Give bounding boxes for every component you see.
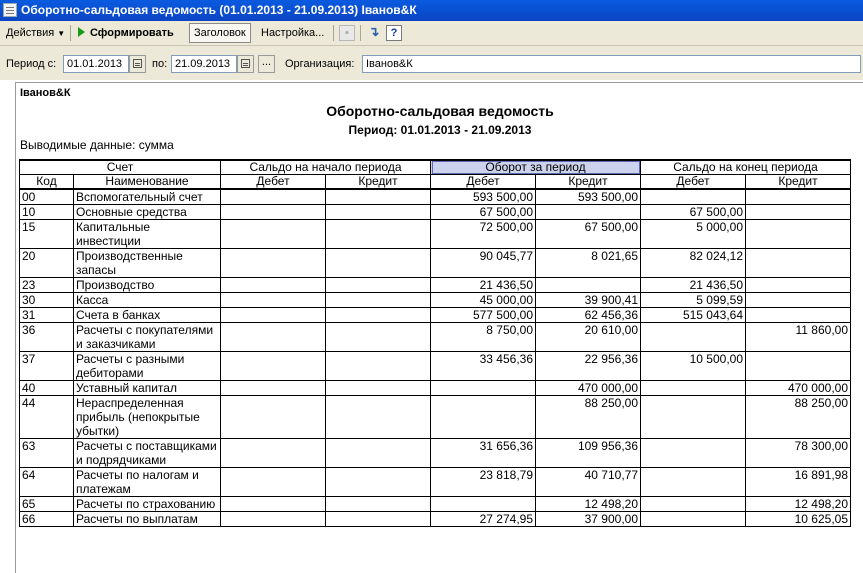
account-code-cell: 10 xyxy=(20,205,74,220)
period-from-input[interactable]: 01.01.2013 xyxy=(63,55,129,73)
closing-credit-cell: 11 860,00 xyxy=(746,323,851,352)
account-name-cell: Уставный капитал xyxy=(74,381,221,396)
account-code-cell: 31 xyxy=(20,308,74,323)
header-closing-debit: Дебет xyxy=(641,175,746,190)
closing-credit-cell xyxy=(746,220,851,249)
opening-debit-cell xyxy=(221,396,326,439)
turnover-debit-cell xyxy=(431,497,536,512)
opening-credit-cell xyxy=(326,278,431,293)
opening-credit-cell xyxy=(326,189,431,205)
table-row[interactable] xyxy=(20,352,851,381)
opening-credit-cell xyxy=(326,308,431,323)
turnover-credit-cell: 12 498,20 xyxy=(536,497,641,512)
account-code-cell: 65 xyxy=(20,497,74,512)
turnover-credit-cell: 40 710,77 xyxy=(536,468,641,497)
table-row[interactable] xyxy=(20,308,851,323)
turnover-credit-cell xyxy=(536,205,641,220)
account-code-cell: 15 xyxy=(20,220,74,249)
closing-credit-cell xyxy=(746,293,851,308)
header-turnover-debit: Дебет xyxy=(431,175,536,190)
closing-debit-cell: 10 500,00 xyxy=(641,352,746,381)
window-title: Оборотно-сальдовая ведомость (01.01.2013 - 21.09.2013) Іванов&К xyxy=(21,3,417,17)
turnover-debit-cell: 21 436,50 xyxy=(431,278,536,293)
help-label: ? xyxy=(390,27,398,39)
calendar-to-icon[interactable] xyxy=(237,55,254,73)
opening-credit-cell xyxy=(326,352,431,381)
header-turnover-credit: Кредит xyxy=(536,175,641,190)
generate-label: Сформировать xyxy=(90,27,174,39)
opening-debit-cell xyxy=(221,497,326,512)
header-closing-balance: Сальдо на конец периода xyxy=(641,160,851,175)
opening-debit-cell xyxy=(221,205,326,220)
turnover-debit-cell xyxy=(431,381,536,396)
opening-credit-cell xyxy=(326,381,431,396)
header-opening-balance: Сальдо на начало периода xyxy=(221,160,431,175)
opening-debit-cell xyxy=(221,512,326,527)
closing-debit-cell xyxy=(641,189,746,205)
account-name-cell: Производство xyxy=(74,278,221,293)
turnover-debit-cell: 33 456,36 xyxy=(431,352,536,381)
title-bar xyxy=(0,0,863,21)
turnover-credit-cell: 62 456,36 xyxy=(536,308,641,323)
table-row[interactable] xyxy=(20,278,851,293)
closing-debit-cell xyxy=(641,381,746,396)
turnover-debit-cell: 72 500,00 xyxy=(431,220,536,249)
table-row[interactable] xyxy=(20,497,851,512)
report-organization: Іванов&К xyxy=(20,87,71,99)
account-code-cell: 36 xyxy=(20,323,74,352)
turnover-credit-cell: 109 956,36 xyxy=(536,439,641,468)
table-row[interactable] xyxy=(20,249,851,278)
table-row[interactable] xyxy=(20,512,851,527)
account-name-cell: Касса xyxy=(74,293,221,308)
turnover-debit-cell: 67 500,00 xyxy=(431,205,536,220)
parameters-panel xyxy=(0,46,863,80)
header-toggle-button[interactable] xyxy=(189,23,251,43)
report-document xyxy=(15,82,863,573)
calendar-from-icon[interactable] xyxy=(129,55,146,73)
dropdown-arrow-icon: ▼ xyxy=(57,29,66,38)
opening-debit-cell xyxy=(221,468,326,497)
account-name-cell: Расчеты с покупателями и заказчиками xyxy=(74,323,221,352)
report-output-info: Выводимые данные: сумма xyxy=(20,138,174,152)
closing-credit-cell: 470 000,00 xyxy=(746,381,851,396)
opening-debit-cell xyxy=(221,381,326,396)
opening-debit-cell xyxy=(221,249,326,278)
actions-menu[interactable] xyxy=(2,23,69,43)
account-code-cell: 37 xyxy=(20,352,74,381)
table-row[interactable] xyxy=(20,396,851,439)
opening-debit-cell xyxy=(221,439,326,468)
account-name-cell: Капитальные инвестиции xyxy=(74,220,221,249)
opening-credit-cell xyxy=(326,396,431,439)
turnover-credit-cell: 593 500,00 xyxy=(536,189,641,205)
actions-menu-label: Действия xyxy=(6,27,55,39)
opening-debit-cell xyxy=(221,352,326,381)
period-to-label: по: xyxy=(152,58,168,70)
turnover-credit-cell: 67 500,00 xyxy=(536,220,641,249)
period-to-input[interactable]: 21.09.2013 xyxy=(171,55,237,73)
closing-debit-cell: 67 500,00 xyxy=(641,205,746,220)
opening-credit-cell xyxy=(326,468,431,497)
header-turnover[interactable]: Оборот за период xyxy=(431,160,641,175)
closing-debit-cell xyxy=(641,497,746,512)
toolbar-separator xyxy=(360,25,361,41)
closing-credit-cell: 16 891,98 xyxy=(746,468,851,497)
account-code-cell: 23 xyxy=(20,278,74,293)
header-closing-credit: Кредит xyxy=(746,175,851,190)
turnover-debit-cell: 593 500,00 xyxy=(431,189,536,205)
report-title: Оборотно-сальдовая ведомость xyxy=(326,103,554,119)
account-code-cell: 40 xyxy=(20,381,74,396)
toolbar-separator xyxy=(333,25,334,41)
account-code-cell: 44 xyxy=(20,396,74,439)
generate-button[interactable] xyxy=(74,23,178,43)
balance-table xyxy=(19,159,851,527)
closing-credit-cell xyxy=(746,278,851,293)
turnover-credit-cell: 470 000,00 xyxy=(536,381,641,396)
toolbar-separator xyxy=(70,25,71,41)
opening-debit-cell xyxy=(221,220,326,249)
opening-credit-cell xyxy=(326,249,431,278)
opening-credit-cell xyxy=(326,220,431,249)
turnover-credit-cell: 20 610,00 xyxy=(536,323,641,352)
header-account: Счет xyxy=(20,160,221,175)
turnover-debit-cell: 577 500,00 xyxy=(431,308,536,323)
account-code-cell: 20 xyxy=(20,249,74,278)
closing-credit-cell: 12 498,20 xyxy=(746,497,851,512)
table-row[interactable] xyxy=(20,381,851,396)
opening-credit-cell xyxy=(326,512,431,527)
account-name-cell: Расчеты с поставщиками и подрядчиками xyxy=(74,439,221,468)
opening-credit-cell xyxy=(326,439,431,468)
period-select-button[interactable]: ... xyxy=(258,55,275,73)
header-opening-debit: Дебет xyxy=(221,175,326,190)
account-name-cell: Счета в банках xyxy=(74,308,221,323)
table-row[interactable] xyxy=(20,205,851,220)
closing-debit-cell xyxy=(641,468,746,497)
closing-credit-cell: 88 250,00 xyxy=(746,396,851,439)
account-name-cell: Основные средства xyxy=(74,205,221,220)
header-name: Наименование xyxy=(74,175,221,190)
closing-debit-cell: 21 436,50 xyxy=(641,278,746,293)
closing-debit-cell: 515 043,64 xyxy=(641,308,746,323)
opening-credit-cell xyxy=(326,293,431,308)
turnover-credit-cell: 39 900,41 xyxy=(536,293,641,308)
closing-credit-cell xyxy=(746,249,851,278)
closing-credit-cell xyxy=(746,205,851,220)
opening-credit-cell xyxy=(326,323,431,352)
table-row[interactable] xyxy=(20,293,851,308)
account-code-cell: 00 xyxy=(20,189,74,205)
opening-debit-cell xyxy=(221,308,326,323)
opening-debit-cell xyxy=(221,189,326,205)
closing-debit-cell xyxy=(641,323,746,352)
account-code-cell: 66 xyxy=(20,512,74,527)
turnover-credit-cell: 8 021,65 xyxy=(536,249,641,278)
account-name-cell: Расчеты по выплатам xyxy=(74,512,221,527)
closing-debit-cell: 5 099,59 xyxy=(641,293,746,308)
command-bar xyxy=(0,21,863,46)
help-icon[interactable] xyxy=(386,25,402,41)
turnover-debit-cell: 23 818,79 xyxy=(431,468,536,497)
transfer-arrows-icon[interactable]: ↴ xyxy=(368,24,380,39)
account-code-cell: 30 xyxy=(20,293,74,308)
table-row[interactable] xyxy=(20,439,851,468)
header-code: Код xyxy=(20,175,74,190)
closing-credit-cell: 78 300,00 xyxy=(746,439,851,468)
turnover-debit-cell: 45 000,00 xyxy=(431,293,536,308)
copy-document-icon[interactable]: ▪ xyxy=(339,25,355,41)
account-name-cell: Вспомогательный счет xyxy=(74,189,221,205)
table-row[interactable] xyxy=(20,220,851,249)
run-icon xyxy=(78,27,85,37)
header-opening-credit: Кредит xyxy=(326,175,431,190)
turnover-credit-cell xyxy=(536,278,641,293)
closing-credit-cell: 10 625,05 xyxy=(746,512,851,527)
closing-debit-cell xyxy=(641,396,746,439)
report-window-icon xyxy=(3,3,17,17)
settings-label: Настройка... xyxy=(261,27,325,39)
organization-input[interactable]: Іванов&К xyxy=(362,55,861,73)
turnover-debit-cell: 31 656,36 xyxy=(431,439,536,468)
opening-debit-cell xyxy=(221,293,326,308)
account-name-cell: Нераспределенная прибыль (непокрытые убытки) xyxy=(74,396,221,439)
account-name-cell: Расчеты по страхованию xyxy=(74,497,221,512)
organization-label: Организация: xyxy=(285,58,355,70)
account-name-cell: Расчеты по налогам и платежам xyxy=(74,468,221,497)
account-name-cell: Расчеты с разными дебиторами xyxy=(74,352,221,381)
closing-debit-cell: 5 000,00 xyxy=(641,220,746,249)
turnover-credit-cell: 22 956,36 xyxy=(536,352,641,381)
turnover-credit-cell: 88 250,00 xyxy=(536,396,641,439)
turnover-debit-cell: 8 750,00 xyxy=(431,323,536,352)
report-period: Период: 01.01.2013 - 21.09.2013 xyxy=(348,123,532,137)
closing-credit-cell xyxy=(746,308,851,323)
opening-credit-cell xyxy=(326,205,431,220)
closing-debit-cell xyxy=(641,439,746,468)
header-toggle-label: Заголовок xyxy=(194,27,246,39)
turnover-debit-cell xyxy=(431,396,536,439)
turnover-credit-cell: 37 900,00 xyxy=(536,512,641,527)
period-from-label: Период с: xyxy=(6,58,57,70)
settings-button[interactable] xyxy=(257,23,328,43)
opening-debit-cell xyxy=(221,278,326,293)
opening-debit-cell xyxy=(221,323,326,352)
table-row[interactable] xyxy=(20,323,851,352)
closing-credit-cell xyxy=(746,189,851,205)
closing-debit-cell xyxy=(641,512,746,527)
account-code-cell: 64 xyxy=(20,468,74,497)
table-row[interactable] xyxy=(20,468,851,497)
account-code-cell: 63 xyxy=(20,439,74,468)
turnover-debit-cell: 90 045,77 xyxy=(431,249,536,278)
table-row[interactable] xyxy=(20,189,851,205)
opening-credit-cell xyxy=(326,497,431,512)
closing-debit-cell: 82 024,12 xyxy=(641,249,746,278)
closing-credit-cell xyxy=(746,352,851,381)
turnover-debit-cell: 27 274,95 xyxy=(431,512,536,527)
account-name-cell: Производственные запасы xyxy=(74,249,221,278)
